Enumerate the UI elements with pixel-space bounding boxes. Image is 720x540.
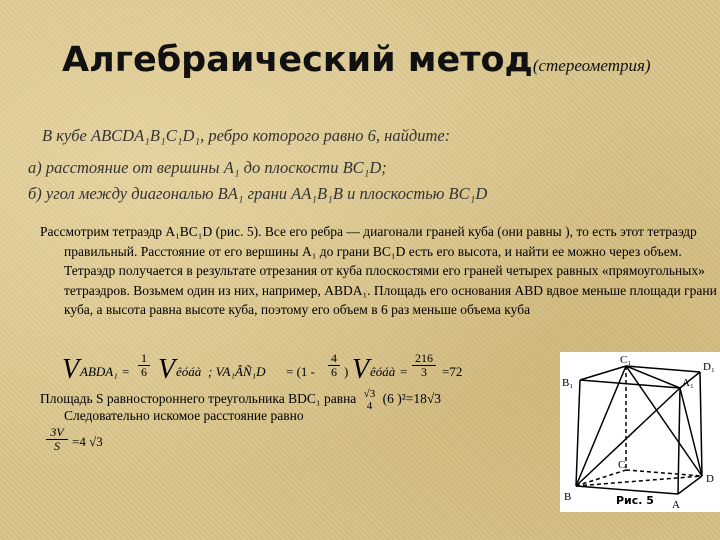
formula-v2: V <box>158 354 176 385</box>
label-d1: D₁ <box>703 361 715 373</box>
label-c: C <box>618 459 626 471</box>
volume-formula <box>62 352 562 388</box>
label-b: B <box>564 491 572 503</box>
tetra-bd <box>576 476 702 486</box>
area-text: Площадь S равностороннего треугольника BDC₁ равна <box>40 391 357 407</box>
formula-v1: V <box>62 354 80 385</box>
final-formula <box>44 424 154 468</box>
label-b1: B₁ <box>562 377 574 389</box>
frac1-denominator: 6 <box>138 365 150 379</box>
slide-title <box>62 40 651 80</box>
task-part-a: а) расстояние от вершины A₁ до плоскости BC₁D; <box>28 158 387 177</box>
title-main: Алгебраический метод <box>62 40 533 80</box>
final-denominator: S <box>46 439 68 453</box>
tetra-a1b <box>576 388 680 486</box>
edge-b1c1 <box>580 366 626 380</box>
formula-close: ) <box>344 364 349 379</box>
solution-text: Рассмотрим тетраэдр A₁BC₁D (рис. 5). Все его ребра — диагонали граней куба (они равны ), то есть этот тетраэдр правильный. Расстояние от его вершины A₁ до грани BC₁D есть его высота, и найти ее можно через объем. Тетраэдр получается в результате отрезания от куба плоскостями его граней четырех равных «прямоугольных» тетраэдров. Возьмем один из них, например, ABDA₁. Площадь его основания ABD вдвое меньше площади грани куба, а высота равна высоте куба, поэтому его объем в 6 раз меньше объема куба <box>40 224 717 317</box>
frac1-numerator: 1 <box>141 351 147 365</box>
final-result: =4 √3 <box>72 434 103 449</box>
formula-frac3 <box>412 352 436 379</box>
frac3-numerator: 216 <box>415 351 433 365</box>
formula-v1-sub: ABDA₁ <box>80 364 118 379</box>
formula-eq3: = <box>400 364 408 379</box>
formula-result: =72 <box>442 364 463 379</box>
formula-v2-sub: êóáà <box>176 364 202 379</box>
frac2-numerator: 4 <box>331 351 337 365</box>
consequently-line: Следовательно искомое расстояние равно <box>64 408 304 423</box>
edge-ad <box>678 476 702 494</box>
final-numerator: 3V <box>50 425 64 439</box>
formula-v3-sub: ; VA₁ÂÑ₁D <box>208 364 266 379</box>
task-statement <box>28 126 698 210</box>
label-c1: C₁ <box>620 354 632 366</box>
formula-v4: V <box>352 354 370 385</box>
cube-diagram <box>560 352 720 512</box>
area-rest: (6 )²=18√3 <box>382 391 442 407</box>
task-part-b: б) угол между диагональю BA₁ грани AA₁B₁B и плоскостью BC₁D <box>28 184 488 203</box>
formula-eq1: = <box>122 364 130 379</box>
label-a: A <box>672 499 680 511</box>
figure-caption: Рис. 5 <box>616 494 654 507</box>
task-intro: В кубе ABCDA₁B₁C₁D₁, ребро которого равно 6, найдите: <box>42 126 451 145</box>
frac2-denominator: 6 <box>328 365 340 379</box>
area-frac-numerator: √3 <box>363 388 376 400</box>
cube-figure <box>560 352 720 512</box>
final-frac <box>46 426 68 453</box>
edge-ba <box>576 486 678 494</box>
formula-frac2 <box>328 352 340 379</box>
area-frac-denominator: 4 <box>366 400 373 412</box>
area-frac <box>364 388 376 412</box>
label-d: D <box>706 473 714 485</box>
frac3-denominator: 3 <box>412 365 436 379</box>
edge-cd <box>626 470 702 476</box>
title-subtitle: (стереометрия) <box>532 56 651 75</box>
label-a1: A₁ <box>682 377 694 389</box>
formula-v4-sub: êóáà <box>370 364 396 379</box>
formula-eq2: = (1 - <box>286 364 315 379</box>
edge-b1b <box>576 380 580 486</box>
tetra-a1d <box>680 388 702 476</box>
edge-d1d <box>700 372 702 476</box>
formula-frac1 <box>138 352 150 379</box>
